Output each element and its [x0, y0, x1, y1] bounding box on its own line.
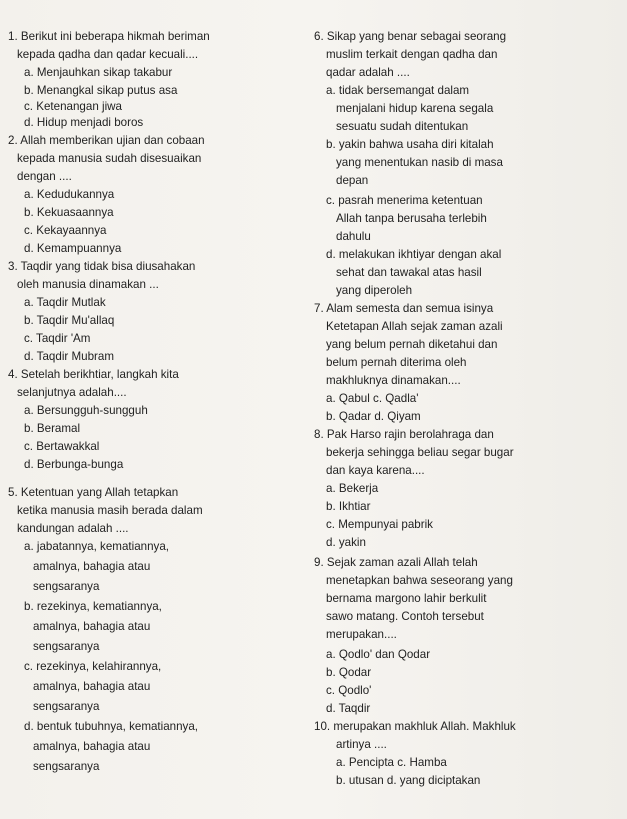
left-text-line: b. Menangkal sikap putus asa [24, 84, 178, 97]
right-text-line: menetapkan bahwa seseorang yang [326, 574, 513, 587]
left-text-line: d. bentuk tubuhnya, kematiannya, [24, 720, 199, 733]
left-text-line: c. Ketenangan jiwa [24, 100, 122, 113]
right-text-line: artinya .... [336, 738, 387, 751]
right-text-line: b. utusan d. yang diciptakan [336, 774, 481, 787]
right-text-line: sehat dan tawakal atas hasil [336, 266, 482, 279]
left-column [8, 0, 300, 819]
right-text-line: yang belum pernah diketahui dan [326, 338, 498, 351]
right-text-line: a. Qodlo' dan Qodar [326, 648, 431, 661]
left-text-line: c. Kekayaannya [24, 224, 107, 237]
left-text-line: kepada qadha dan qadar kecuali.... [17, 48, 199, 61]
left-text-line: a. jabatannya, kematiannya, [24, 540, 170, 553]
left-text-line: kandungan adalah .... [17, 522, 129, 535]
right-text-line: menjalani hidup karena segala [336, 102, 494, 115]
right-text-line: d. melakukan ikhtiyar dengan akal [326, 248, 502, 261]
left-text-line: sengsaranya [33, 580, 100, 593]
left-text-line: selanjutnya adalah.... [17, 386, 127, 399]
right-text-line: yang menentukan nasib di masa [336, 156, 503, 169]
right-text-line: 9. Sejak zaman azali Allah telah [314, 556, 478, 569]
right-text-line: sesuatu sudah ditentukan [336, 120, 469, 133]
left-text-line: 3. Taqdir yang tidak bisa diusahakan [8, 260, 196, 273]
right-text-line: a. tidak bersemangat dalam [326, 84, 470, 97]
right-text-line: a. Pencipta c. Hamba [336, 756, 447, 769]
left-text-line: ketika manusia masih berada dalam [17, 504, 203, 517]
left-text-line: b. Beramal [24, 422, 81, 435]
left-text-line: d. Hidup menjadi boros [24, 116, 144, 129]
right-text-line: muslim terkait dengan qadha dan [326, 48, 498, 61]
right-text-line: d. yakin [326, 536, 366, 549]
right-text-line: bekerja sehingga beliau segar bugar [326, 446, 514, 459]
right-text-line: a. Bekerja [326, 482, 379, 495]
right-text-line: Allah tanpa berusaha terlebih [336, 212, 487, 225]
right-text-line: dahulu [336, 230, 371, 243]
left-text-line: d. Kemampuannya [24, 242, 122, 255]
right-text-line: merupakan.... [326, 628, 397, 641]
right-text-line: b. Ikhtiar [326, 500, 371, 513]
left-text-line: a. Taqdir Mutlak [24, 296, 106, 309]
left-text-line: b. Kekuasaannya [24, 206, 114, 219]
left-text-line: 4. Setelah berikhtiar, langkah kita [8, 368, 179, 381]
right-text-line: dan kaya karena.... [326, 464, 425, 477]
right-text-line: 7. Alam semesta dan semua isinya [314, 302, 494, 315]
right-text-line: 8. Pak Harso rajin berolahraga dan [314, 428, 494, 441]
left-text-line: b. Taqdir Mu'allaq [24, 314, 115, 327]
right-text-line: d. Taqdir [326, 702, 371, 715]
left-text-line: 1. Berikut ini beberapa hikmah beriman [8, 30, 210, 43]
left-text-line: c. Taqdir 'Am [24, 332, 91, 345]
left-text-line: c. rezekinya, kelahirannya, [24, 660, 162, 673]
left-text-line: sengsaranya [33, 700, 100, 713]
right-text-line: b. Qodar [326, 666, 372, 679]
right-text-line: a. Qabul c. Qadla' [326, 392, 419, 405]
right-text-line: c. pasrah menerima ketentuan [326, 194, 483, 207]
right-text-line: 10. merupakan makhluk Allah. Makhluk [314, 720, 516, 733]
left-text-line: amalnya, bahagia atau [33, 560, 151, 573]
left-text-line: a. Kedudukannya [24, 188, 115, 201]
left-text-line: amalnya, bahagia atau [33, 740, 151, 753]
left-text-line: 5. Ketentuan yang Allah tetapkan [8, 486, 179, 499]
left-text-line: sengsaranya [33, 760, 100, 773]
right-text-line: c. Qodlo' [326, 684, 372, 697]
right-text-line: b. yakin bahwa usaha diri kitalah [326, 138, 494, 151]
left-text-line: b. rezekinya, kematiannya, [24, 600, 162, 613]
left-text-line: oleh manusia dinamakan ... [17, 278, 159, 291]
right-text-line: b. Qadar d. Qiyam [326, 410, 421, 423]
right-text-line: sawo matang. Contoh tersebut [326, 610, 484, 623]
left-text-line: amalnya, bahagia atau [33, 680, 151, 693]
right-text-line: qadar adalah .... [326, 66, 410, 79]
right-text-line: bernama margono lahir berkulit [326, 592, 487, 605]
left-text-line: 2. Allah memberikan ujian dan cobaan [8, 134, 205, 147]
left-text-line: c. Bertawakkal [24, 440, 100, 453]
left-text-line: d. Berbunga-bunga [24, 458, 124, 471]
left-text-line: a. Menjauhkan sikap takabur [24, 66, 173, 79]
right-column [314, 0, 620, 819]
right-text-line: c. Mempunyai pabrik [326, 518, 433, 531]
left-text-line: a. Bersungguh-sungguh [24, 404, 148, 417]
right-text-line: yang diperoleh [336, 284, 413, 297]
right-text-line: Ketetapan Allah sejak zaman azali [326, 320, 503, 333]
right-text-line: belum pernah diterima oleh [326, 356, 467, 369]
left-text-line: kepada manusia sudah disesuaikan [17, 152, 202, 165]
left-text-line: d. Taqdir Mubram [24, 350, 114, 363]
right-text-line: depan [336, 174, 369, 187]
left-text-line: sengsaranya [33, 640, 100, 653]
left-text-line: dengan .... [17, 170, 72, 183]
left-text-line: amalnya, bahagia atau [33, 620, 151, 633]
right-text-line: makhluknya dinamakan.... [326, 374, 461, 387]
right-text-line: 6. Sikap yang benar sebagai seorang [314, 30, 507, 43]
